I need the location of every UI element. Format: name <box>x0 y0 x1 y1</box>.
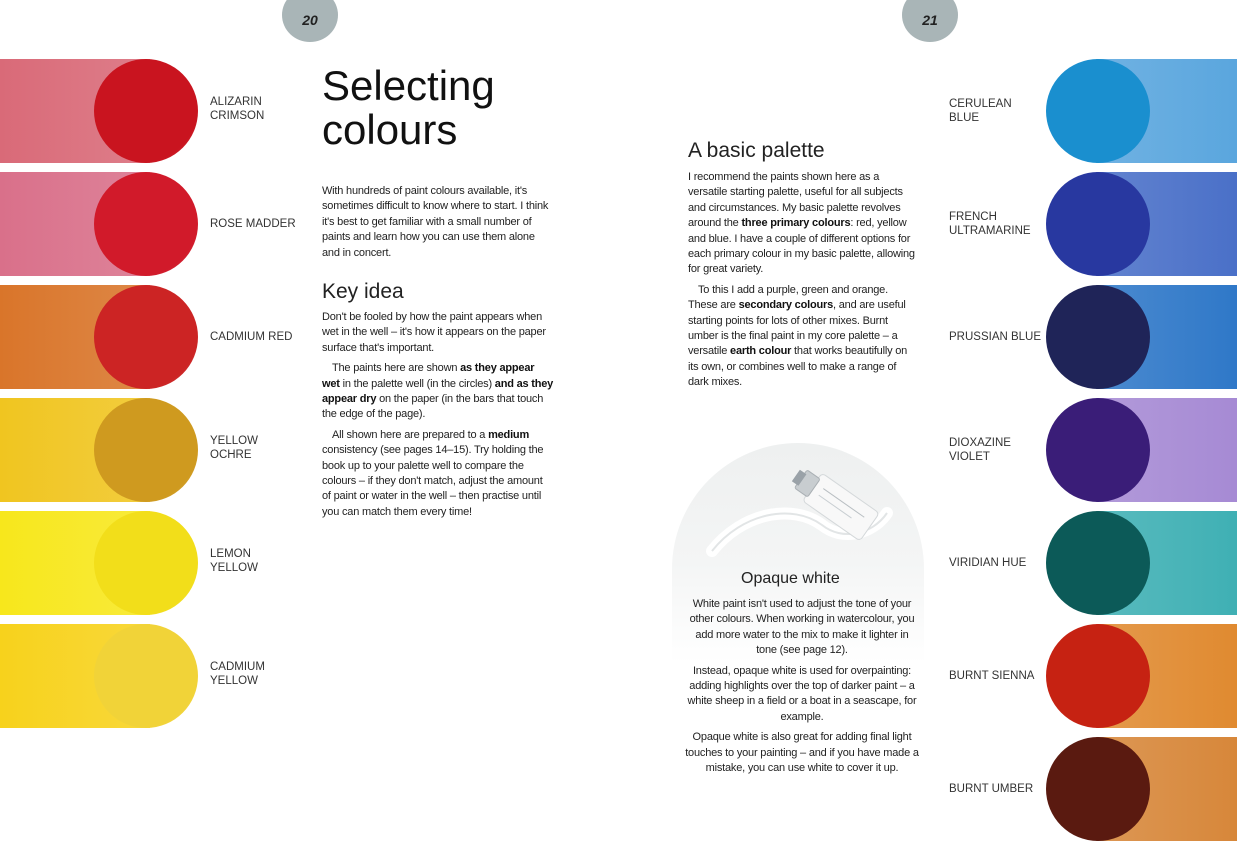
colour-swatch <box>0 624 200 728</box>
page-title-line2: colours <box>322 106 458 153</box>
colour-name-label <box>210 217 296 231</box>
wet-colour-circle <box>94 285 198 389</box>
colour-name-label <box>949 782 1033 796</box>
colour-name-line1: YELLOW <box>210 435 258 447</box>
colour-name-label <box>949 436 1011 464</box>
colour-name-label <box>949 556 1026 570</box>
colour-name-line1: BURNT SIENNA <box>949 670 1035 682</box>
page-title <box>322 64 495 152</box>
colour-name-label <box>949 97 1012 125</box>
wet-colour-circle <box>94 172 198 276</box>
wet-colour-circle <box>94 624 198 728</box>
wet-colour-circle <box>1046 285 1150 389</box>
wet-colour-circle <box>94 511 198 615</box>
page-number: 20 <box>302 12 318 28</box>
colour-swatch <box>1046 511 1237 615</box>
colour-swatch <box>0 172 200 276</box>
colour-swatch <box>1046 398 1237 502</box>
colour-swatch <box>1046 285 1237 389</box>
wet-colour-circle <box>1046 172 1150 276</box>
colour-name-line2: YELLOW <box>210 562 258 574</box>
colour-name-label <box>949 330 1041 344</box>
colour-name-line1: VIRIDIAN HUE <box>949 557 1027 569</box>
colour-name-line1: FRENCH <box>949 211 997 223</box>
wet-colour-circle <box>94 398 198 502</box>
colour-name-line2: OCHRE <box>210 449 252 461</box>
colour-name-label <box>949 669 1034 683</box>
basic-palette-paragraph-1: I recommend the paints shown here as a versatile starting palette, useful for all subjects and circumstances. My basic palette revolves around the three primary colours: red, yellow and blue. I have a couple of different options for each primary colour in my basic palette, allowing for great variety. <box>688 171 915 276</box>
page-title-line1: Selecting <box>322 62 495 109</box>
opaque-white-text <box>684 597 920 781</box>
colour-name-line1: LEMON <box>210 548 251 560</box>
colour-swatch <box>1046 737 1237 841</box>
colour-name-line2: YELLOW <box>210 675 258 687</box>
colour-name-label <box>210 547 258 575</box>
opaque-white-paragraph-2: Instead, opaque white is used for overpainting: adding highlights over the top of darker paint – a white sheep in a field or a boat in a seascape, for example. <box>687 664 917 723</box>
opaque-white-paragraph-1: White paint isn't used to adjust the tone of your other colours. When working in watercolour, you add more water to the mix to make it lighter in tone (see page 12). <box>689 598 915 657</box>
basic-palette-paragraph-2: To this I add a purple, green and orange. These are secondary colours, and are useful starting points for lots of other mixes. Burnt umber is the final paint in my core palette – a versatile earth colour that works beautifully on its own, or combines well to make a range of dark mixes. <box>688 283 908 389</box>
colour-name-line1: BURNT UMBER <box>949 783 1034 795</box>
page-number: 21 <box>922 12 938 28</box>
colour-name-line1: ROSE MADDER <box>210 218 296 230</box>
colour-name-label <box>949 210 1031 238</box>
colour-name-line2: VIOLET <box>949 451 990 463</box>
left-page <box>0 0 618 865</box>
colour-swatch <box>1046 624 1237 728</box>
colour-name-label <box>210 434 258 462</box>
colour-swatch <box>0 511 200 615</box>
basic-palette-text <box>688 170 918 396</box>
colour-name-line2: CRIMSON <box>210 110 265 122</box>
intro-text: With hundreds of paint colours available, it's sometimes difficult to know where to start. I think it's best to get familiar with a small number of paints and learn how you can use them alone and in concert. <box>322 185 549 259</box>
colour-name-line1: CERULEAN <box>949 98 1012 110</box>
colour-name-line2: BLUE <box>949 112 980 124</box>
colour-name-line1: DIOXAZINE <box>949 437 1011 449</box>
colour-name-line2: ULTRAMARINE <box>949 225 1031 237</box>
wet-colour-circle <box>1046 737 1150 841</box>
colour-swatch <box>1046 59 1237 163</box>
key-idea-paragraph-1: Don't be fooled by how the paint appears when wet in the well – it's how it appears on the paper surface that's important. <box>322 311 546 354</box>
colour-swatch <box>0 285 200 389</box>
key-idea-heading: Key idea <box>322 280 404 303</box>
wet-colour-circle <box>1046 59 1150 163</box>
colour-name-line1: CADMIUM RED <box>210 331 293 343</box>
wet-colour-circle <box>94 59 198 163</box>
colour-name-line1: ALIZARIN <box>210 96 262 108</box>
page-number-tab <box>282 0 338 42</box>
basic-palette-heading: A basic palette <box>688 139 825 162</box>
colour-name-label <box>210 95 264 123</box>
wet-colour-circle <box>1046 511 1150 615</box>
colour-name-label <box>210 660 265 688</box>
colour-name-line1: CADMIUM <box>210 661 265 673</box>
opaque-white-paragraph-3: Opaque white is also great for adding final light touches to your painting – and if you have made a mistake, you can use white to cover it up. <box>685 731 919 775</box>
colour-swatch <box>0 398 200 502</box>
colour-swatch <box>1046 172 1237 276</box>
wet-colour-circle <box>1046 624 1150 728</box>
page-number-tab <box>902 0 958 42</box>
colour-name-label <box>210 330 292 344</box>
colour-name-line1: PRUSSIAN BLUE <box>949 331 1042 343</box>
wet-colour-circle <box>1046 398 1150 502</box>
key-idea-paragraph-2: The paints here are shown as they appear wet in the palette well (in the circles) and as they appear dry on the paper (in the bars that touch the edge of the page). <box>322 362 554 421</box>
colour-swatch <box>0 59 200 163</box>
opaque-white-heading: Opaque white <box>741 570 840 587</box>
key-idea-paragraph-3: All shown here are prepared to a medium consistency (see pages 14–15). Try holding the book up to your palette well to compare the colours – if they don't match, adjust the amount of paint or water in the well – then practise until you can match them every time! <box>322 428 544 518</box>
key-idea-text <box>322 310 554 525</box>
intro-paragraph <box>322 184 552 266</box>
paint-tube-illustration <box>672 443 924 573</box>
